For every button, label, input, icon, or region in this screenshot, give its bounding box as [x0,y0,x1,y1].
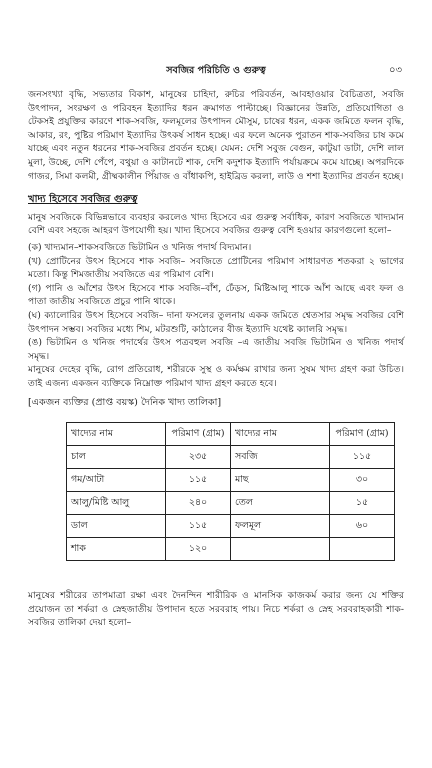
table-row [67,515,395,538]
list-item: (গ) পানি ও আঁশের উৎস হিসেবে শাক সবজি–বাঁশ, ঢেঁড়স, মিষ্টিআলু শাকে আঁশ আছে এবং ফল ও পাতা জাতীয় সবজিতে প্রচুর পানি থাকে। [28,282,404,308]
table-cell: আলু/মিষ্টি আলু [67,492,166,515]
table-cell: ২৩৫ [166,446,231,469]
table-cell: মাছ [231,469,330,492]
table-cell: ফলমূল [231,515,330,538]
table-header-row [67,423,395,446]
table-cell: ৬০ [330,515,395,538]
column-header: খাদ্যের নাম [231,423,330,446]
section-intro: মানুষ সবজিকে বিভিন্নভাবে ব্যবহার করলেও খাদ্য হিসেবে এর গুরুত্ব সর্বাধিক, কারণ সবজিতে খাদ্যমান বেশি এবং সহজে আহরণ উপযোগী হয়। খাদ্য হিসেবে সবজির গুরুত্ব বেশি হওয়ার কারণগুলো হলো– [28,211,404,237]
table-cell: ৩০ [330,469,395,492]
list-item: (ক) খাদ্যমান–শাকসবজিতে ভিটামিন ও খনিজ পদার্থ বিদ্যমান। [28,241,252,253]
table-cell: ২৪০ [166,492,231,515]
column-header: খাদ্যের নাম [67,423,166,446]
table-row [67,538,395,561]
list-item: (ঘ) ক্যালোরির উৎস হিসেবে সবজি– দানা ফসলের তুলনায় একক জমিতে শ্বেতসার সমৃদ্ধ সবজির বেশি উৎপাদন সম্ভব। সবজির মধ্যে শিম, মটরশুটি, কাঠালের বীজ ইত্যাদি যথেষ্ট ক্যালরি সমৃদ্ধ। [28,309,404,335]
table-cell [231,538,330,561]
table-row [67,446,395,469]
after-list-paragraph: মানুষের দেহের বৃদ্ধি, রোগ প্রতিরোধ, শরীরকে সুস্থ ও কর্মক্ষম রাখার জন্য সুষম খাদ্য গ্রহণ করা উচিত। তাই এজন্য একজন ব্যক্তিকে নিম্নোক্ত পরিমাণ খাদ্য গ্রহণ করতে হবে। [28,364,404,389]
column-header: পরিমাণ (গ্রাম) [166,423,231,446]
table-cell: তেল [231,492,330,515]
section-heading: খাদ্য হিসেবে সবজির গুরুত্ব [28,194,138,206]
table-cell: ১১৫ [166,469,231,492]
table-cell: সবজি [231,446,330,469]
intro-paragraph: জনসংখ্যা বৃদ্ধি, সভ্যতার বিকাশ, মানুষের চাহিদা, রুচির পরিবর্তন, আবহাওয়ার বৈচিত্রতা, সবজি উৎপাদন, সংরক্ষণ ও পরিবহন ইত্যাদির ধরন ক্রমাগত পাল্টাচ্ছে। বিজ্ঞানের উন্নতি, প্রতিযোগিতা ও টেকসই প্রযুক্তির কারণে শাক-সবজি, ফলমূলের উৎপাদন মৌসুম, চাষের ধরন, একক জমিতে ফলন বৃদ্ধি, আকার, রং, পুষ্টির পরিমাণ ইত্যাদির উৎকর্ষ সাধন হচ্ছে। এর ফলে অনেক পুরাতন শাক-সবজির চাষ কমে যাচ্ছে এবং নতুন ধরনের শাক-সবজির প্রবর্তন হচ্ছে। যেমন: দেশি সবুজ বেগুন, কাটুয়া ডাটা, দেশি লাল মুলা, উচ্ছে, দেশি পেঁপে, বথুয়া ও কাটানটে শাক, দেশি কদুশাক ইত্যাদি পর্যায়ক্রমে কমে যাচ্ছে। অপরদিকে গাজর, সিমা কলমী, গ্রীষ্মকালীন পিঁয়াজ ও বাঁধাকপি, হাইব্রিড করলা, লাউ ও শশা ইত্যাদির প্রবর্তন হচ্ছে। [28,89,404,182]
page-number: ০৩ [388,65,402,76]
page-content [28,88,404,633]
table-caption: [একজন ব্যক্তির (প্রাপ্ত বয়স্ক) দৈনিক খাদ্য তালিকা] [28,397,222,409]
table-row [67,469,395,492]
list-item: (খ) প্রোটিনের উৎস হিসেবে শাক সবজি– সবজিতে প্রোটিনের পরিমাণ সাধারণত শতকরা ২ ভাগের মতো। কিন্তু শিমজাতীয় সবজিতে এর পরিমাণ বেশি। [28,255,404,281]
table-cell: চাল [67,446,166,469]
table-cell: গম/আটা [67,469,166,492]
table-row [67,492,395,515]
table-cell [330,538,395,561]
list-item: (ঙ) ভিটামিন ও খনিজ পদার্থের উৎস পত্রবহুল সবজি –এ জাতীয় সবজি ভিটামিন ও খনিজ পদার্থ সমৃদ্ধ। [28,337,404,362]
daily-food-table [66,422,395,561]
table-cell: ১৫ [330,492,395,515]
running-head-title: সবজির পরিচিতি ও গুরুত্ব [166,65,266,76]
column-header: পরিমাণ (গ্রাম) [330,423,395,446]
table-cell: ১১৫ [166,515,231,538]
closing-paragraph: মানুষের শরীরের তাপমাত্রা রক্ষা এবং দৈনন্দিন শারীরিক ও মানসিক কাজকর্ম করার জন্য যে শক্তির প্রয়োজন তা শর্করা ও স্নেহজাতীয় উপাদান হতে সরবরাহ পায়। নিচে শর্করা ও স্নেহ সরবরাহকারী শাক-সবজির তালিকা দেয়া হলো– [28,590,404,629]
table-cell: ১১৫ [330,446,395,469]
table-cell: ১২০ [166,538,231,561]
table-cell: শাক [67,538,166,561]
table-cell: ডাল [67,515,166,538]
